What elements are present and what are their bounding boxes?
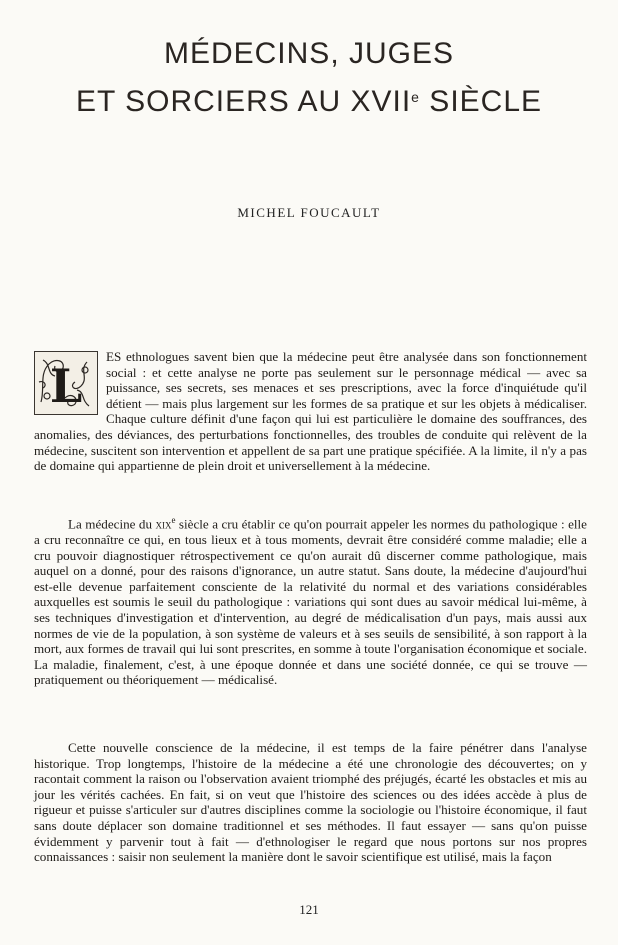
paragraph-2-superscript: e	[171, 515, 176, 525]
ornamental-dropcap	[34, 351, 98, 415]
paragraph-2-text-b: siècle a cru établir ce qu'on pourrait appeler les normes du pathologique : elle a cru reconnaître ce qui, en tous lieux et à tous moments, devrait être considéré comme maladie; elle a cru pouvoir diagnostiquer rétrospectivement ce qu'on aurait dû discerner comme pathologique, mais auquel on a donné, pour des raisons d'ignorance, un autre statut. Sans doute, la médecine d'aujourd'hui est-elle devenue parfaitement consciente de la relativité du normal et des variations considérables auxquelles est soumis le seuil du pathologique : variations qui sont dues au savoir médical lui-même, à ses techniques d'investigation et d'intervention, au degré de médicalisation d'un pays, mais aussi aux normes de vie de la population, à son système de valeurs et à ses seuils de sensibilité, à son rapport à la mort, aux formes de travail qui lui sont prescrites, en somme à toute l'organisation économique et sociale. La maladie, finalement, c'est, à une époque donnée et dans une société donnée, ce qui se trouve — pratiquement ou théoriquement — médicalisé.	[34, 516, 587, 688]
paragraph-1-text: ES ethnologues savent bien que la médecine peut être analysée dans son fonctionnement social : et cette analyse ne porte pas seulement sur le personnage médical — avec sa puissance, ses secrets, ses menaces et ses prescriptions, avec la force d'inquiétude qu'il détient — mais plus largement sur les formes de sa pratique et sur les objets à médicaliser. Chaque culture définit d'une façon qui lui est particulière le domaine des souffrances, des anomalies, des déviances, des perturbations fonctionnelles, des troubles de conduite qui relèvent de la médecine, suscitent son intervention et appellent de sa part une pratique spécifiée. A la limite, il n'y a pas de domaine qui appartienne de plein droit et universellement à la médecine.	[34, 349, 587, 474]
paragraph-2	[34, 513, 587, 688]
title-line-2	[0, 85, 618, 119]
paragraph-1	[34, 349, 587, 474]
page-number: 121	[299, 902, 319, 917]
title-line-1: MÉDECINS, JUGES	[163, 37, 455, 70]
title-superscript: e	[411, 89, 420, 105]
paragraph-2-text-a: La médecine du	[68, 516, 156, 532]
paragraph-3: Cette nouvelle conscience de la médecine, il est temps de la faire pénétrer dans l'analyse historique. Trop longtemps, l'histoire de la médecine a été une chronologie des découvertes; on y racontait comment la raison ou l'observation avaient triomphé des préjugés, écarté les obstacles et mis au jour les vérités cachées. En fait, si on veut que l'histoire des sciences ou des idées accède à plus de rigueur et puisse s'articuler sur d'autres disciplines comme la sociologie ou l'histoire économique, il faut sans doute déplacer son domaine traditionnel et ses méthodes. Il faut essayer — sans qu'on puisse évidemment y parvenir tout à fait — d'ethnologiser le regard que nous portons sur nos propres connaissances : saisir non seulement la manière dont le savoir scientifique est utilisé, mais la façon	[34, 740, 587, 865]
dropcap-letter: L	[49, 359, 83, 413]
title-line-2-suffix: SIÈCLE	[419, 85, 543, 118]
paragraph-2-century: xix	[155, 516, 172, 532]
title-line-2-prefix: ET SORCIERS AU XVII	[75, 85, 412, 118]
author-name: MICHEL FOUCAULT	[237, 205, 381, 220]
